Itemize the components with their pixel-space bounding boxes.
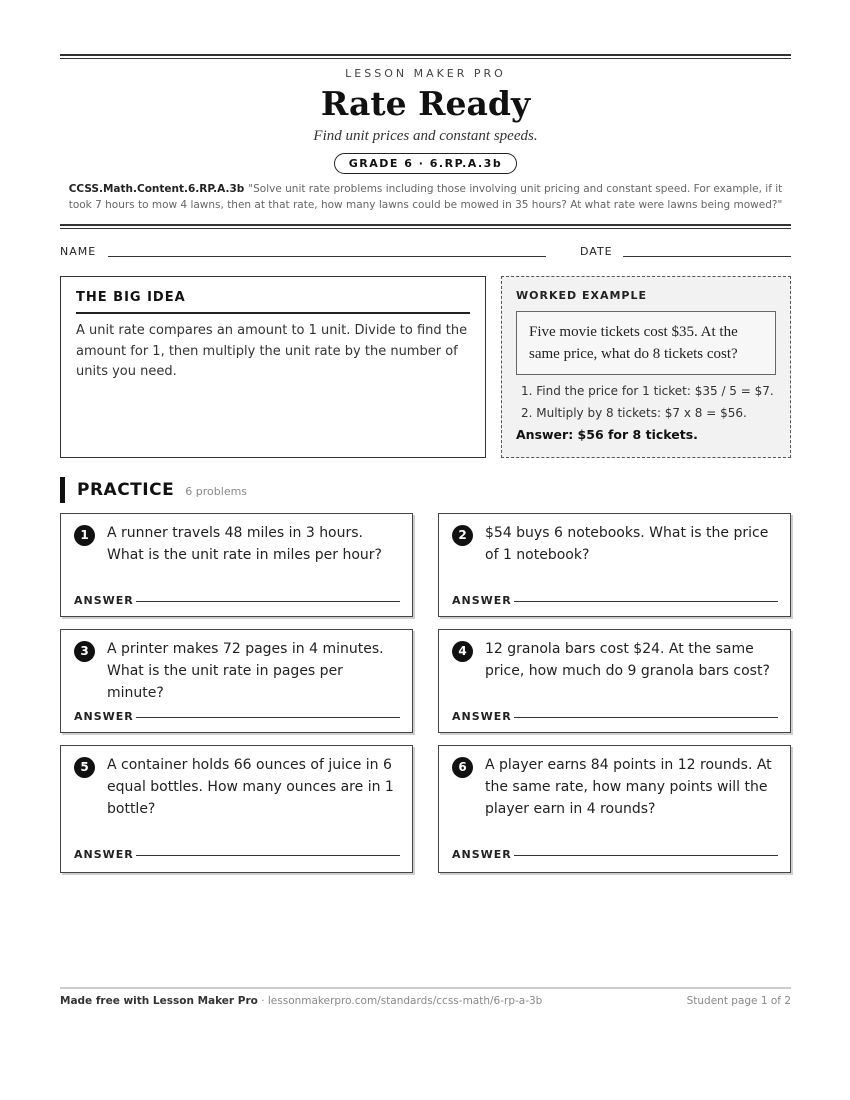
problem-card-1 — [60, 513, 413, 617]
big-idea-text: A unit rate compares an amount to 1 unit. Divide to find the amount for 1, then multiply the unit rate by the number of units you need. — [76, 323, 468, 379]
header-bottom-rule — [60, 224, 791, 229]
footer-credit — [60, 995, 542, 1007]
worked-example-problem: Five movie tickets cost $35. At the same price, what do 8 tickets cost? — [516, 311, 776, 375]
problem-card-2 — [438, 513, 791, 617]
worked-example-step: 2. Multiply by 8 tickets: $7 x 8 = $56. — [521, 405, 747, 420]
problem-text: A player earns 84 points in 12 rounds. At the same rate, how many points will the player earn in 4 rounds? — [485, 757, 772, 817]
name-field[interactable] — [108, 256, 546, 257]
standard-description — [60, 181, 791, 213]
name-label: NAME — [60, 245, 97, 258]
answer-field[interactable] — [136, 855, 400, 856]
problem-text: 12 granola bars cost $24. At the same price, how much do 9 granola bars cost? — [485, 641, 770, 679]
answer-field[interactable] — [514, 855, 778, 856]
big-idea-box — [60, 276, 486, 458]
worked-example-box — [501, 276, 791, 458]
problem-text: A printer makes 72 pages in 4 minutes. What is the unit rate in pages per minute? — [107, 641, 384, 701]
problem-card-4 — [438, 629, 791, 733]
answer-label: ANSWER — [452, 710, 512, 723]
date-label: DATE — [580, 245, 613, 258]
problem-number-badge: 5 — [74, 757, 95, 778]
problem-card-6 — [438, 745, 791, 873]
worksheet-page — [60, 0, 791, 1100]
worksheet-title: Rate Ready — [320, 84, 531, 123]
problem-text: A container holds 66 ounces of juice in 6 equal bottles. How many ounces are in 1 bottle? — [107, 757, 394, 817]
problem-number-badge: 4 — [452, 641, 473, 662]
worked-example-heading: WORKED EXAMPLE — [516, 289, 647, 302]
worked-example-answer: Answer: $56 for 8 tickets. — [516, 427, 698, 442]
standard-text: "Solve unit rate problems including those involving unit pricing and constant speed. For example, if it took 7 hours to mow 4 lawns, then at that rate, how many lawns could be mowed in 35 hours? At what rate were lawns being mowed?" — [68, 183, 783, 211]
answer-label: ANSWER — [74, 848, 134, 861]
worked-example-steps — [516, 381, 776, 424]
answer-field[interactable] — [136, 717, 400, 718]
big-idea-heading: THE BIG IDEA — [76, 290, 470, 314]
answer-label: ANSWER — [452, 848, 512, 861]
worksheet-subtitle: Find unit prices and constant speeds. — [313, 128, 538, 144]
footer-url[interactable]: · lessonmakerpro.com/standards/ccss-math/6-rp-a-3b — [257, 995, 543, 1007]
brand-name: LESSON MAKER PRO — [345, 67, 506, 80]
footer-page-label: Student page 1 of 2 — [686, 995, 791, 1007]
student-info-row — [60, 245, 791, 259]
problem-text: $54 buys 6 notebooks. What is the price of 1 notebook? — [485, 525, 769, 563]
answer-label: ANSWER — [452, 594, 512, 607]
problem-number-badge: 6 — [452, 757, 473, 778]
date-field[interactable] — [623, 256, 791, 257]
standard-code: CCSS.Math.Content.6.RP.A.3b — [68, 183, 245, 195]
answer-label: ANSWER — [74, 594, 134, 607]
footer-rule — [60, 987, 791, 989]
problem-card-5 — [60, 745, 413, 873]
header-top-rule — [60, 54, 791, 59]
footer-made-with: Made free with Lesson Maker Pro — [60, 995, 258, 1007]
problem-number-badge: 3 — [74, 641, 95, 662]
answer-field[interactable] — [136, 601, 400, 602]
practice-title: PRACTICE — [77, 480, 175, 500]
answer-field[interactable] — [514, 601, 778, 602]
practice-count: 6 problems — [185, 485, 248, 498]
answer-label: ANSWER — [74, 710, 134, 723]
grade-badge: GRADE 6 · 6.RP.A.3b — [334, 153, 517, 174]
problem-number-badge: 1 — [74, 525, 95, 546]
worked-example-step: 1. Find the price for 1 ticket: $35 / 5 = $7. — [521, 384, 774, 398]
problem-number-badge: 2 — [452, 525, 473, 546]
problem-card-3 — [60, 629, 413, 733]
answer-field[interactable] — [514, 717, 778, 718]
problem-text: A runner travels 48 miles in 3 hours. What is the unit rate in miles per hour? — [107, 525, 382, 563]
practice-heading — [60, 477, 247, 503]
